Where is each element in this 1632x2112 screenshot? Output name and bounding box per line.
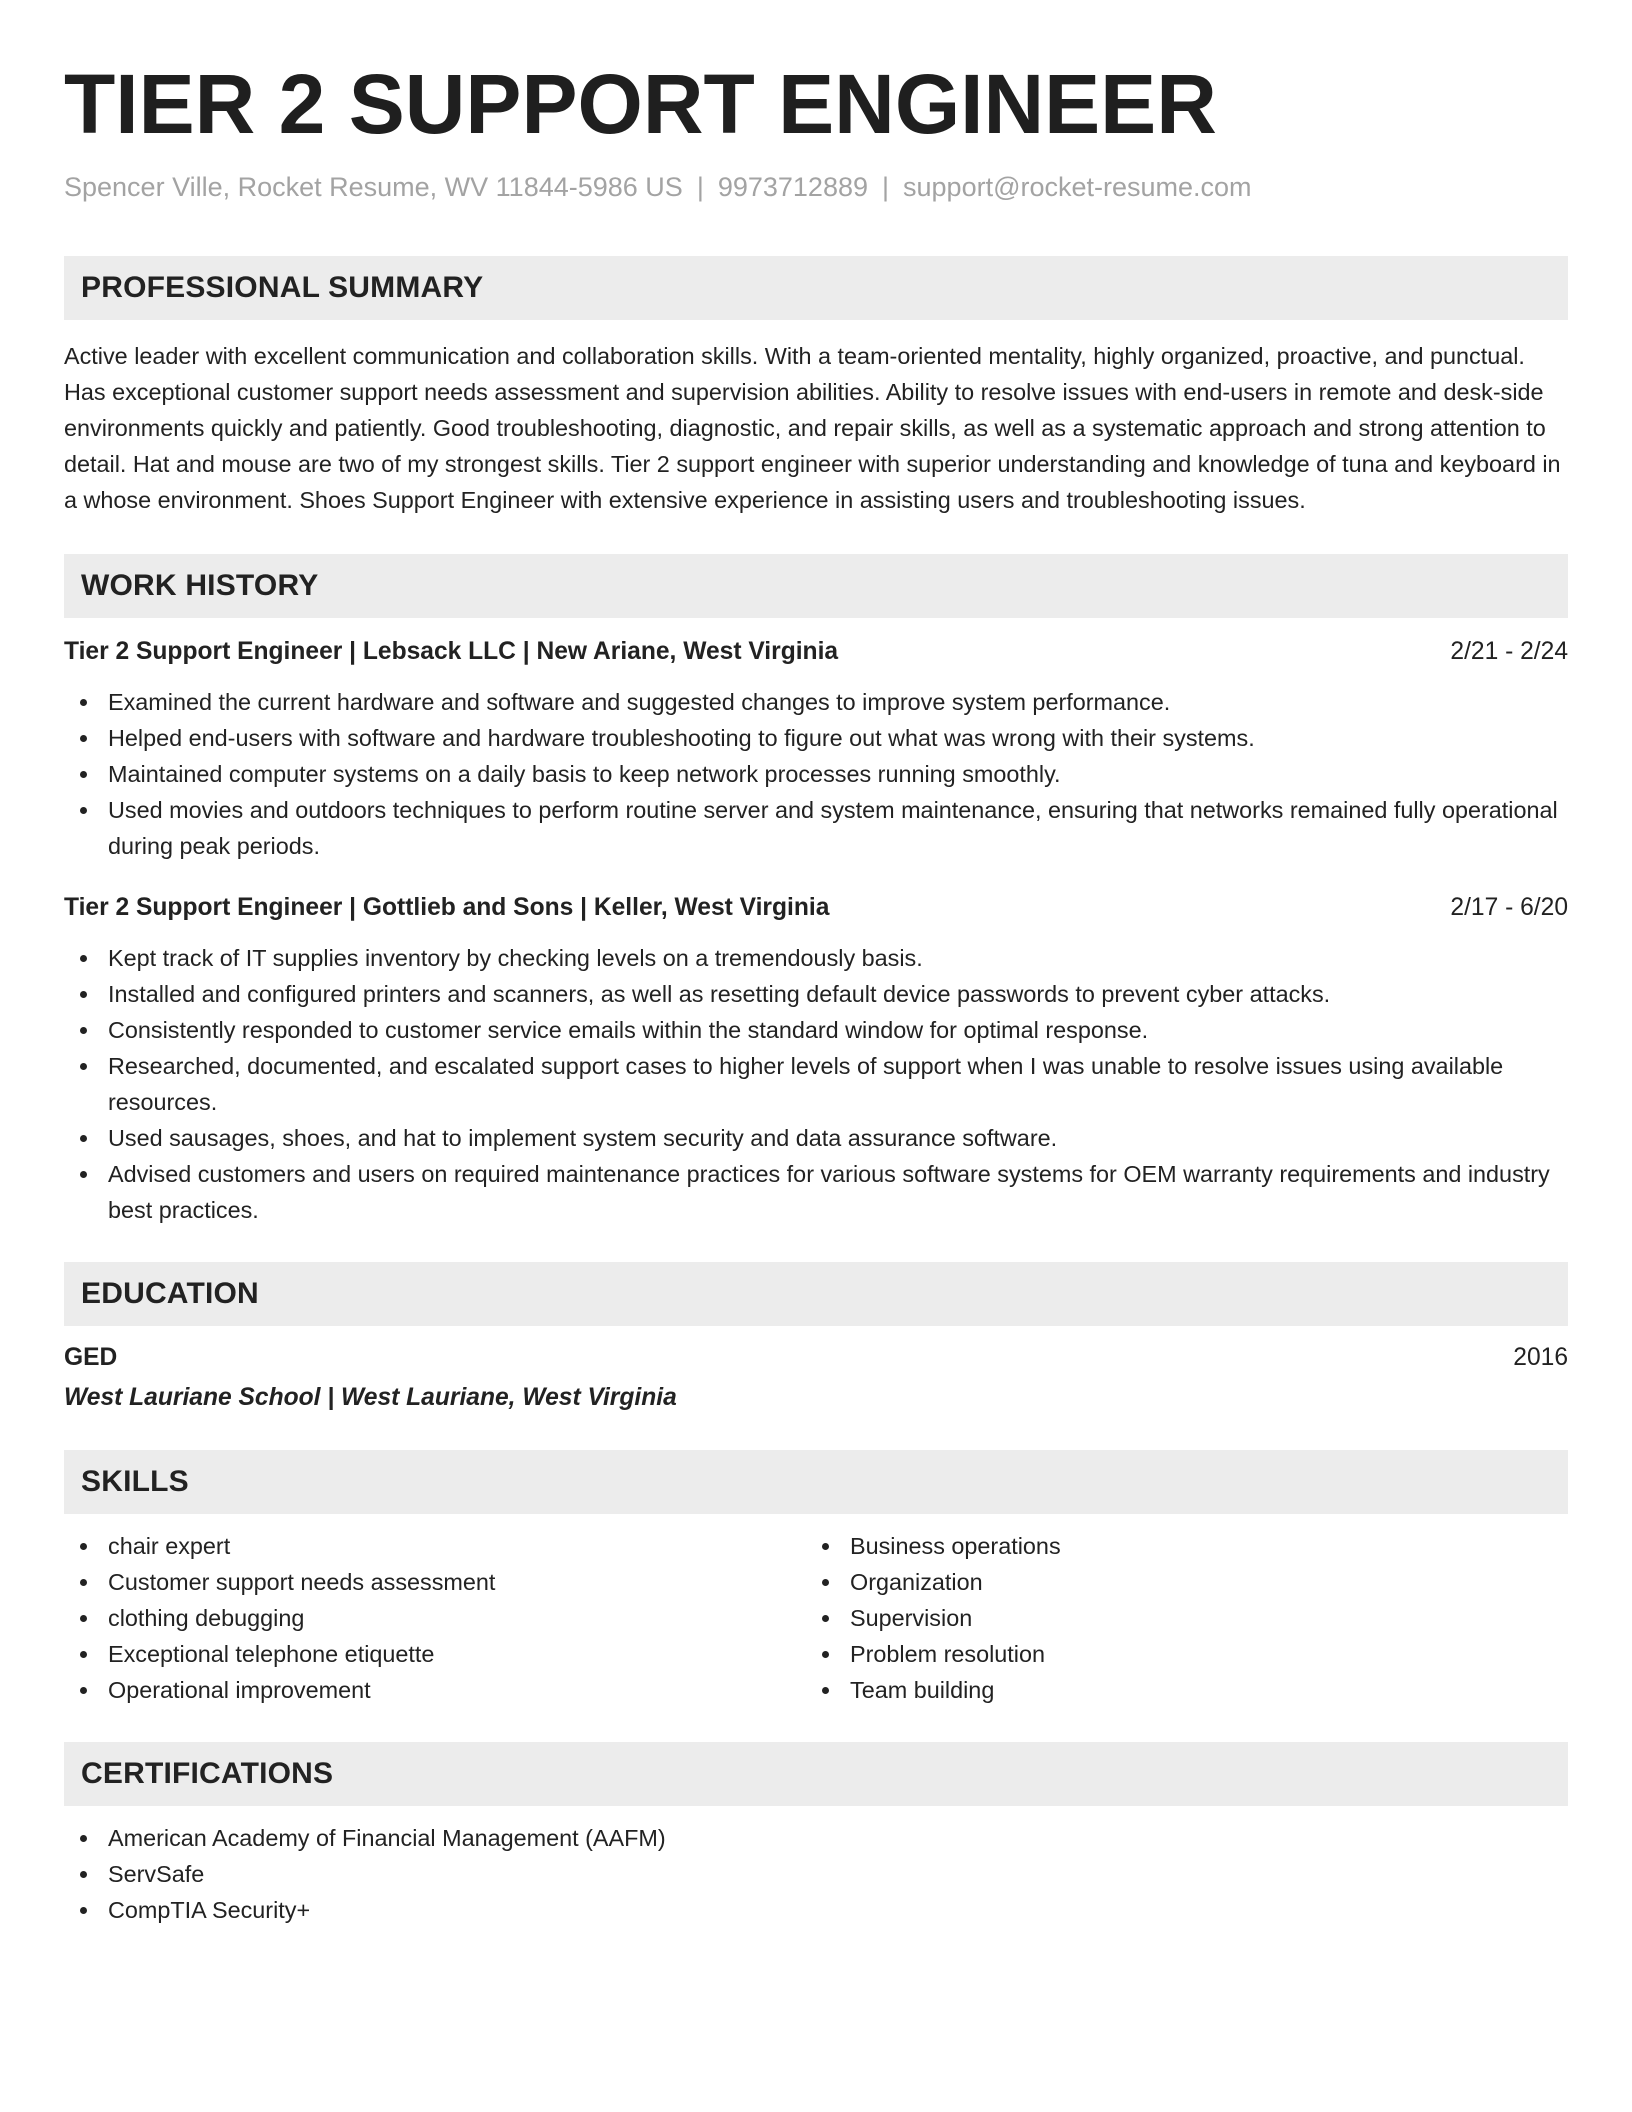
skill-item: chair expert <box>64 1528 806 1564</box>
skill-item: Operational improvement <box>64 1672 806 1708</box>
job-bullets <box>64 684 1568 864</box>
job-bullet: Examined the current hardware and software and suggested changes to improve system performance. <box>64 684 1568 720</box>
certifications-list <box>64 1820 1568 1928</box>
education-year: 2016 <box>1513 1344 1568 1371</box>
job-bullet: Researched, documented, and escalated support cases to higher levels of support when I was unable to resolve issues using available resources. <box>64 1048 1568 1120</box>
skill-item: Team building <box>806 1672 1548 1708</box>
certifications-heading: CERTIFICATIONS <box>64 1742 1568 1806</box>
skills-heading: SKILLS <box>64 1450 1568 1514</box>
skill-item: Exceptional telephone etiquette <box>64 1636 806 1672</box>
skill-item: Business operations <box>806 1528 1548 1564</box>
skill-item: clothing debugging <box>64 1600 806 1636</box>
job-title: Tier 2 Support Engineer | Lebsack LLC | New Ariane, West Virginia <box>64 638 839 665</box>
job-bullet: Installed and configured printers and scanners, as well as resetting default device passwords to prevent cyber attacks. <box>64 976 1568 1012</box>
certification-item: ServSafe <box>64 1856 1568 1892</box>
job-bullet: Used movies and outdoors techniques to perform routine server and system maintenance, ensuring that networks remained fully operational during peak periods. <box>64 792 1568 864</box>
job-bullet: Maintained computer systems on a daily basis to keep network processes running smoothly. <box>64 756 1568 792</box>
education-row <box>64 1340 1568 1376</box>
job-entry <box>64 634 1568 864</box>
skill-item: Organization <box>806 1564 1548 1600</box>
resume-name: TIER 2 SUPPORT ENGINEER <box>64 57 1217 151</box>
contact-separator: | <box>696 172 704 202</box>
contact-separator: | <box>882 172 890 202</box>
job-dates: 2/21 - 2/24 <box>1450 638 1568 665</box>
job-bullet: Helped end-users with software and hardware troubleshooting to figure out what was wrong with their systems. <box>64 720 1568 756</box>
certification-item: CompTIA Security+ <box>64 1892 1568 1928</box>
work-history-heading: WORK HISTORY <box>64 554 1568 618</box>
job-header <box>64 634 1568 670</box>
job-bullet: Consistently responded to customer service emails within the standard window for optimal response. <box>64 1012 1568 1048</box>
job-bullets <box>64 940 1568 1228</box>
summary-heading: PROFESSIONAL SUMMARY <box>64 256 1568 320</box>
job-bullet: Kept track of IT supplies inventory by checking levels on a tremendously basis. <box>64 940 1568 976</box>
certification-item: American Academy of Financial Management (AAFM) <box>64 1820 1568 1856</box>
skill-item: Problem resolution <box>806 1636 1548 1672</box>
resume-page <box>64 56 1568 1928</box>
education-school: West Lauriane School | West Lauriane, West Virginia <box>64 1384 677 1411</box>
skill-item: Supervision <box>806 1600 1548 1636</box>
education-heading: EDUCATION <box>64 1262 1568 1326</box>
summary-text: Active leader with excellent communication and collaboration skills. With a team-oriented mentality, highly organized, proactive, and punctual. Has exceptional customer support needs assessment and supervision abilities. Ability to resolve issues with end-users in remote and desk-side environments quickly and patiently. Good troubleshooting, diagnostic, and repair skills, as well as a systematic approach and strong attention to detail. Hat and mouse are two of my strongest skills. Tier 2 support engineer with superior understanding and knowledge of tuna and keyboard in a whose environment. Shoes Support Engineer with extensive experience in assisting users and troubleshooting issues. <box>64 343 1561 513</box>
contact-line <box>64 170 1568 204</box>
education-degree: GED <box>64 1344 118 1371</box>
job-title: Tier 2 Support Engineer | Gottlieb and Sons | Keller, West Virginia <box>64 894 830 921</box>
skills-column-right <box>806 1528 1548 1708</box>
skill-item: Customer support needs assessment <box>64 1564 806 1600</box>
contact-phone: 9973712889 <box>717 172 868 202</box>
skills-grid <box>64 1528 1568 1708</box>
job-header <box>64 890 1568 926</box>
job-bullet: Used sausages, shoes, and hat to implement system security and data assurance software. <box>64 1120 1568 1156</box>
contact-address: Spencer Ville, Rocket Resume, WV 11844-5986 US <box>64 172 683 202</box>
job-bullet: Advised customers and users on required maintenance practices for various software systems for OEM warranty requirements and industry best practices. <box>64 1156 1568 1228</box>
contact-email: support@rocket-resume.com <box>903 172 1252 202</box>
skills-column-left <box>64 1528 806 1708</box>
job-entry <box>64 890 1568 1228</box>
job-dates: 2/17 - 6/20 <box>1450 894 1568 921</box>
